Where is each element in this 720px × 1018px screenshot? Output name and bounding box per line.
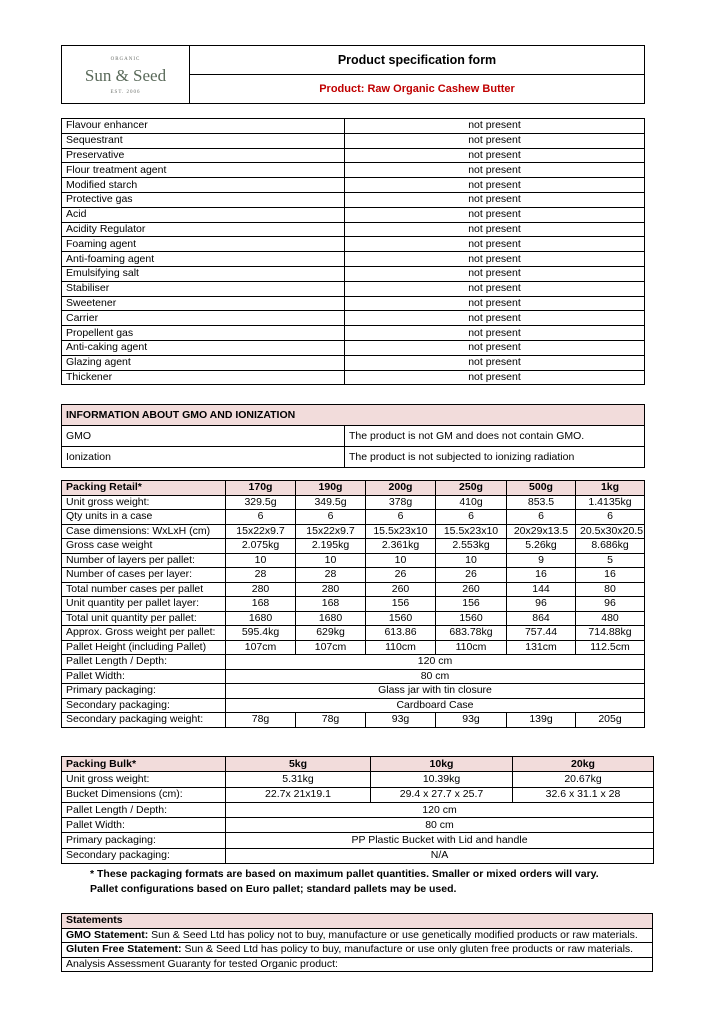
retail-cell: 15.5x23x10 <box>366 524 436 539</box>
retail-row-label: Pallet Length / Depth: <box>62 655 226 670</box>
retail-row-label: Unit quantity per pallet layer: <box>62 597 226 612</box>
retail-cell: 349.5g <box>296 495 366 510</box>
analysis-statement: Analysis Assessment Guaranty for tested Organic product: <box>62 957 653 972</box>
retail-cell: 112.5cm <box>576 640 645 655</box>
additives-table <box>61 118 645 385</box>
retail-cell: 1680 <box>226 611 296 626</box>
additive-row <box>62 266 645 281</box>
additive-name: Acid <box>62 207 345 222</box>
bulk-row <box>62 802 654 817</box>
retail-row-label: Unit gross weight: <box>62 495 226 510</box>
additive-value: not present <box>345 296 645 311</box>
additive-row <box>62 163 645 178</box>
additive-row <box>62 252 645 267</box>
retail-row <box>62 553 645 568</box>
logo-organic-text: ORGANIC <box>110 56 141 62</box>
retail-title: Packing Retail* <box>62 481 226 496</box>
additive-value: not present <box>345 119 645 134</box>
additive-row <box>62 326 645 341</box>
additive-row <box>62 178 645 193</box>
retail-cell: 15x22x9.7 <box>296 524 366 539</box>
retail-cell: 168 <box>296 597 366 612</box>
additive-row <box>62 296 645 311</box>
retail-row-label: Case dimensions: WxLxH (cm) <box>62 524 226 539</box>
retail-row <box>62 713 645 728</box>
bulk-size-header: 5kg <box>226 757 371 772</box>
retail-cell: 15.5x23x10 <box>436 524 507 539</box>
retail-cell: 6 <box>576 510 645 525</box>
retail-row <box>62 640 645 655</box>
additive-value: not present <box>345 281 645 296</box>
retail-row-label: Approx. Gross weight per pallet: <box>62 626 226 641</box>
page-title: Product specification form <box>190 46 645 75</box>
additive-value: not present <box>345 252 645 267</box>
retail-cell: 714.88kg <box>576 626 645 641</box>
retail-cell: 78g <box>226 713 296 728</box>
additive-row <box>62 192 645 207</box>
additive-name: Stabiliser <box>62 281 345 296</box>
retail-row-label: Secondary packaging weight: <box>62 713 226 728</box>
bulk-row-label: Primary packaging: <box>62 833 226 848</box>
additive-row <box>62 148 645 163</box>
retail-cell: 107cm <box>296 640 366 655</box>
bulk-cell: 29.4 x 27.7 x 25.7 <box>371 787 513 802</box>
retail-cell: 96 <box>507 597 576 612</box>
retail-cell: 10 <box>296 553 366 568</box>
retail-cell: 6 <box>366 510 436 525</box>
retail-cell: 78g <box>296 713 366 728</box>
logo-cell <box>62 46 190 104</box>
additive-name: Carrier <box>62 311 345 326</box>
bulk-merged-cell: 80 cm <box>226 818 654 833</box>
retail-cell: 110cm <box>366 640 436 655</box>
retail-cell: 6 <box>436 510 507 525</box>
retail-packing-table <box>61 480 645 728</box>
bulk-cell: 20.67kg <box>513 772 654 787</box>
gmo-statement-label: GMO Statement: <box>66 928 149 941</box>
additive-value: not present <box>345 370 645 385</box>
retail-cell: 480 <box>576 611 645 626</box>
retail-size-header: 250g <box>436 481 507 496</box>
additive-name: Sweetener <box>62 296 345 311</box>
retail-cell: 107cm <box>226 640 296 655</box>
additive-row <box>62 237 645 252</box>
bulk-header-row <box>62 757 654 772</box>
additive-value: not present <box>345 311 645 326</box>
bulk-row-label: Pallet Width: <box>62 818 226 833</box>
additive-name: Preservative <box>62 148 345 163</box>
bulk-size-header: 10kg <box>371 757 513 772</box>
retail-size-header: 190g <box>296 481 366 496</box>
retail-merged-cell: Glass jar with tin closure <box>226 684 645 699</box>
additive-value: not present <box>345 148 645 163</box>
additive-name: Foaming agent <box>62 237 345 252</box>
additive-value: not present <box>345 207 645 222</box>
retail-cell: 595.4kg <box>226 626 296 641</box>
retail-row <box>62 655 645 670</box>
retail-cell: 757.44 <box>507 626 576 641</box>
retail-header-row <box>62 481 645 496</box>
retail-cell: 864 <box>507 611 576 626</box>
retail-cell: 10 <box>436 553 507 568</box>
additive-value: not present <box>345 222 645 237</box>
logo-est-text: EST. 2006 <box>110 89 141 95</box>
retail-cell: 168 <box>226 597 296 612</box>
retail-cell: 26 <box>436 568 507 583</box>
bulk-row-label: Bucket Dimensions (cm): <box>62 787 226 802</box>
additive-value: not present <box>345 178 645 193</box>
additive-row <box>62 370 645 385</box>
additive-row <box>62 340 645 355</box>
retail-cell: 80 <box>576 582 645 597</box>
retail-row-label: Pallet Width: <box>62 669 226 684</box>
bulk-row <box>62 833 654 848</box>
retail-size-header: 500g <box>507 481 576 496</box>
additive-value: not present <box>345 266 645 281</box>
bulk-title: Packing Bulk* <box>62 757 226 772</box>
bulk-merged-cell: PP Plastic Bucket with Lid and handle <box>226 833 654 848</box>
bulk-row-label: Pallet Length / Depth: <box>62 802 226 817</box>
gmo-statement <box>62 928 653 943</box>
retail-row <box>62 669 645 684</box>
retail-cell: 613.86 <box>366 626 436 641</box>
retail-cell: 260 <box>436 582 507 597</box>
retail-cell: 20.5x30x20.5 <box>576 524 645 539</box>
additive-value: not present <box>345 192 645 207</box>
retail-cell: 93g <box>436 713 507 728</box>
additive-value: not present <box>345 340 645 355</box>
additive-value: not present <box>345 326 645 341</box>
bulk-cell: 5.31kg <box>226 772 371 787</box>
additive-value: not present <box>345 163 645 178</box>
logo-brand-text: Sun & Seed <box>84 65 167 85</box>
additive-row <box>62 222 645 237</box>
retail-cell: 853.5 <box>507 495 576 510</box>
retail-cell: 28 <box>226 568 296 583</box>
gluten-statement <box>62 943 653 958</box>
additive-name: Protective gas <box>62 192 345 207</box>
gluten-statement-label: Gluten Free Statement: <box>66 943 182 956</box>
retail-cell: 9 <box>507 553 576 568</box>
sun-and-seed-logo <box>76 53 176 97</box>
additive-value: not present <box>345 355 645 370</box>
retail-merged-cell: Cardboard Case <box>226 698 645 713</box>
retail-merged-cell: 120 cm <box>226 655 645 670</box>
retail-cell: 28 <box>296 568 366 583</box>
additive-row <box>62 355 645 370</box>
bulk-cell: 22.7x 21x19.1 <box>226 787 371 802</box>
retail-row <box>62 684 645 699</box>
additive-value: not present <box>345 133 645 148</box>
retail-row <box>62 582 645 597</box>
additive-name: Thickener <box>62 370 345 385</box>
retail-row <box>62 524 645 539</box>
retail-cell: 280 <box>226 582 296 597</box>
retail-cell: 139g <box>507 713 576 728</box>
retail-size-header: 1kg <box>576 481 645 496</box>
retail-cell: 410g <box>436 495 507 510</box>
gmo-statement-text: Sun & Seed Ltd has policy not to buy, manufacture or use genetically modified products or raw materials. <box>148 928 638 941</box>
statements-table <box>61 913 653 972</box>
retail-cell: 5 <box>576 553 645 568</box>
bulk-packing-table <box>61 756 654 864</box>
retail-cell: 156 <box>436 597 507 612</box>
gmo-table <box>61 404 645 468</box>
product-name: Product: Raw Organic Cashew Butter <box>190 75 645 104</box>
retail-row <box>62 568 645 583</box>
retail-row <box>62 510 645 525</box>
additive-name: Anti-caking agent <box>62 340 345 355</box>
ionization-label: Ionization <box>62 447 345 468</box>
gmo-section-title: INFORMATION ABOUT GMO AND IONIZATION <box>62 405 645 426</box>
retail-cell: 156 <box>366 597 436 612</box>
additive-name: Glazing agent <box>62 355 345 370</box>
retail-cell: 629kg <box>296 626 366 641</box>
retail-cell: 378g <box>366 495 436 510</box>
retail-row-label: Secondary packaging: <box>62 698 226 713</box>
retail-cell: 144 <box>507 582 576 597</box>
retail-cell: 329.5g <box>226 495 296 510</box>
bulk-merged-cell: 120 cm <box>226 802 654 817</box>
additive-name: Sequestrant <box>62 133 345 148</box>
additive-row <box>62 281 645 296</box>
retail-cell: 96 <box>576 597 645 612</box>
additive-name: Emulsifying salt <box>62 266 345 281</box>
retail-cell: 131cm <box>507 640 576 655</box>
retail-row-label: Pallet Height (including Pallet) <box>62 640 226 655</box>
additive-row <box>62 133 645 148</box>
additive-name: Flavour enhancer <box>62 119 345 134</box>
retail-cell: 93g <box>366 713 436 728</box>
retail-row-label: Qty units in a case <box>62 510 226 525</box>
ionization-value: The product is not subjected to ionizing radiation <box>345 447 645 468</box>
header-table <box>61 45 645 104</box>
gluten-statement-text: Sun & Seed Ltd has policy to buy, manufacture or use only gluten free products or raw materials. <box>181 943 634 956</box>
retail-row <box>62 626 645 641</box>
bulk-row <box>62 787 654 802</box>
bulk-row <box>62 772 654 787</box>
additive-name: Flour treatment agent <box>62 163 345 178</box>
bulk-row <box>62 818 654 833</box>
retail-cell: 280 <box>296 582 366 597</box>
bulk-row-label: Secondary packaging: <box>62 848 226 863</box>
additive-row <box>62 311 645 326</box>
retail-cell: 10 <box>226 553 296 568</box>
retail-cell: 2.553kg <box>436 539 507 554</box>
retail-row-label: Number of cases per layer: <box>62 568 226 583</box>
retail-row-label: Number of layers per pallet: <box>62 553 226 568</box>
retail-cell: 16 <box>507 568 576 583</box>
retail-cell: 2.361kg <box>366 539 436 554</box>
bulk-merged-cell: N/A <box>226 848 654 863</box>
additive-row <box>62 119 645 134</box>
retail-row <box>62 495 645 510</box>
retail-cell: 6 <box>296 510 366 525</box>
retail-row <box>62 611 645 626</box>
retail-cell: 2.075kg <box>226 539 296 554</box>
retail-size-header: 200g <box>366 481 436 496</box>
bulk-row-label: Unit gross weight: <box>62 772 226 787</box>
retail-cell: 8.686kg <box>576 539 645 554</box>
retail-row <box>62 597 645 612</box>
retail-cell: 6 <box>507 510 576 525</box>
retail-cell: 6 <box>226 510 296 525</box>
retail-cell: 10 <box>366 553 436 568</box>
gmo-value: The product is not GM and does not contain GMO. <box>345 426 645 447</box>
retail-cell: 15x22x9.7 <box>226 524 296 539</box>
retail-row <box>62 698 645 713</box>
additive-row <box>62 207 645 222</box>
retail-size-header: 170g <box>226 481 296 496</box>
additive-name: Acidity Regulator <box>62 222 345 237</box>
retail-cell: 2.195kg <box>296 539 366 554</box>
retail-cell: 1680 <box>296 611 366 626</box>
additive-name: Propellent gas <box>62 326 345 341</box>
bulk-cell: 10.39kg <box>371 772 513 787</box>
retail-cell: 26 <box>366 568 436 583</box>
retail-row-label: Total number cases per pallet <box>62 582 226 597</box>
additive-name: Modified starch <box>62 178 345 193</box>
retail-row-label: Total unit quantity per pallet: <box>62 611 226 626</box>
statements-title: Statements <box>62 914 653 929</box>
retail-row-label: Gross case weight <box>62 539 226 554</box>
retail-cell: 1560 <box>366 611 436 626</box>
retail-cell: 260 <box>366 582 436 597</box>
bulk-size-header: 20kg <box>513 757 654 772</box>
retail-cell: 5.26kg <box>507 539 576 554</box>
retail-row-label: Primary packaging: <box>62 684 226 699</box>
retail-cell: 16 <box>576 568 645 583</box>
retail-cell: 110cm <box>436 640 507 655</box>
retail-row <box>62 539 645 554</box>
gmo-label: GMO <box>62 426 345 447</box>
retail-cell: 1.4135kg <box>576 495 645 510</box>
retail-cell: 20x29x13.5 <box>507 524 576 539</box>
additive-name: Anti-foaming agent <box>62 252 345 267</box>
retail-cell: 683.78kg <box>436 626 507 641</box>
retail-cell: 1560 <box>436 611 507 626</box>
bulk-cell: 32.6 x 31.1 x 28 <box>513 787 654 802</box>
additive-value: not present <box>345 237 645 252</box>
bulk-row <box>62 848 654 863</box>
packaging-footnote: * These packaging formats are based on maximum pallet quantities. Smaller or mixed orders will vary. Pallet configurations based on Euro pallet; standard pallets may be used. <box>90 868 599 895</box>
retail-merged-cell: 80 cm <box>226 669 645 684</box>
retail-cell: 205g <box>576 713 645 728</box>
